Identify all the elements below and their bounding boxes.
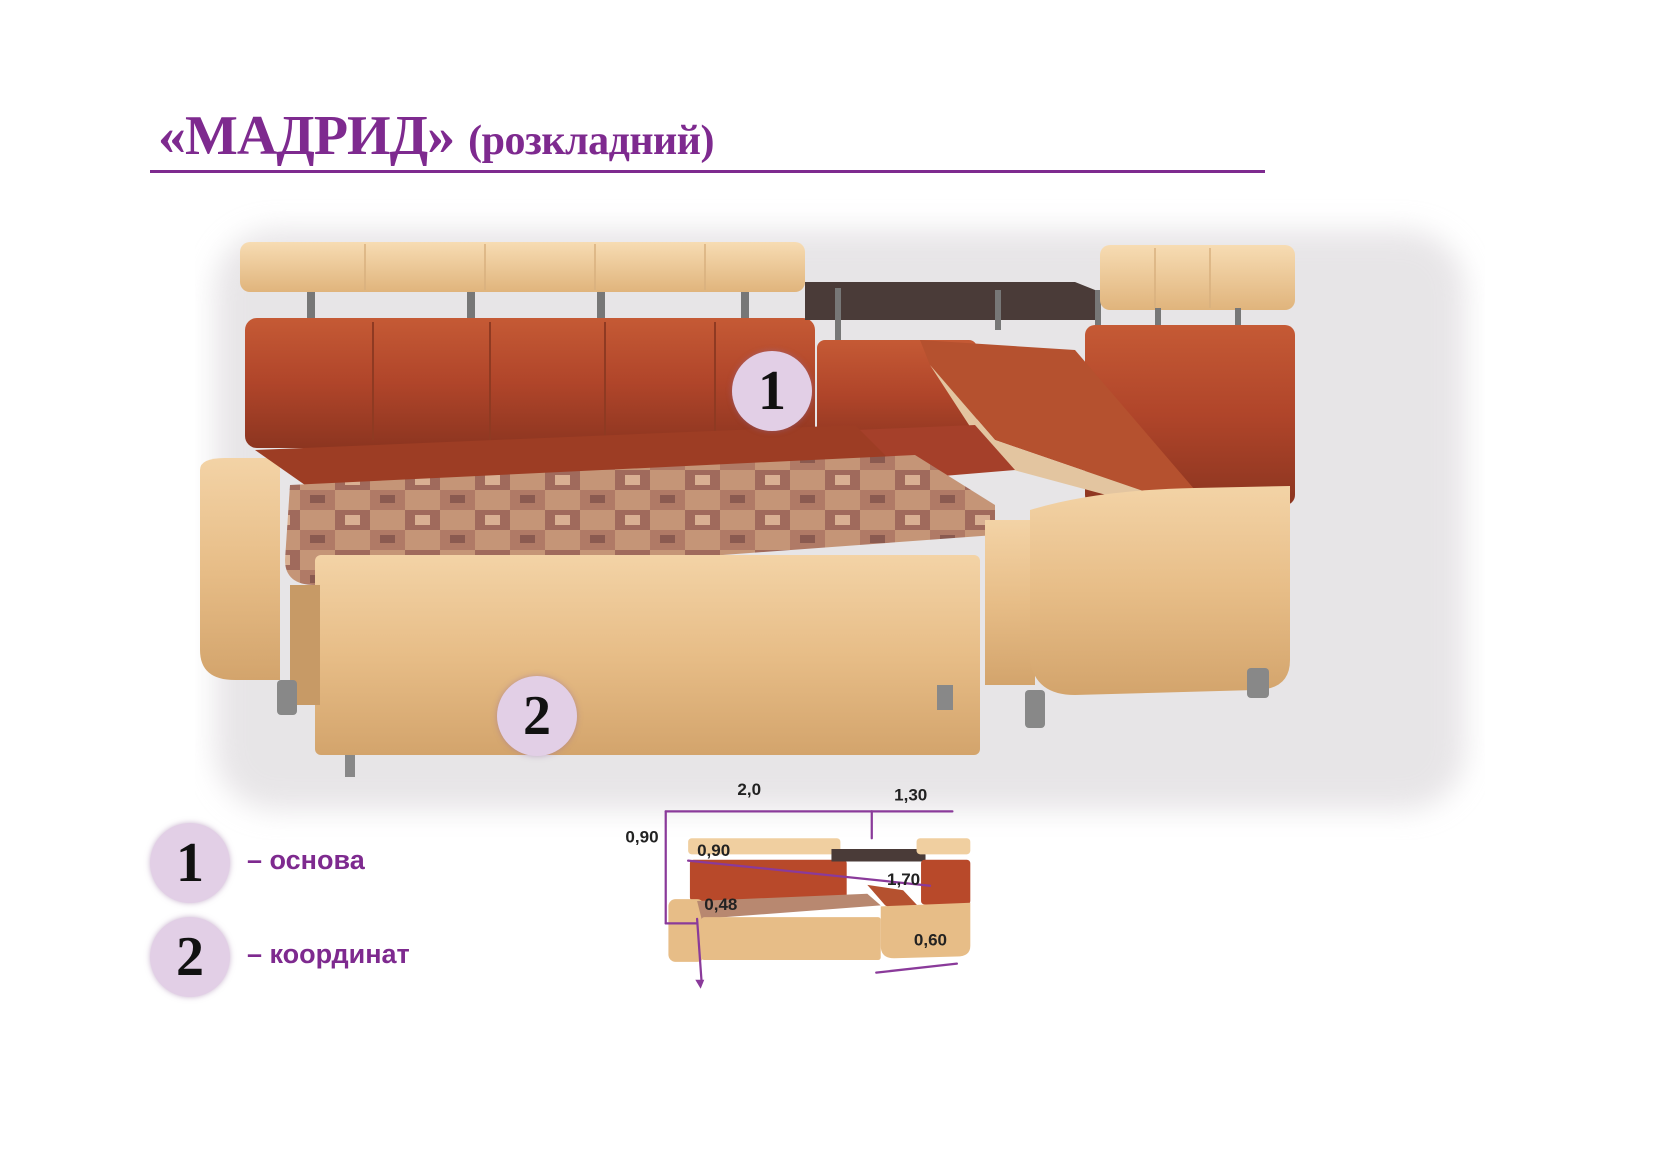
legend-label-2: – координат <box>247 939 410 969</box>
right-armrest <box>1030 486 1290 695</box>
headrest-short <box>1100 245 1295 310</box>
dim-label-seat-depth: 0,90 <box>697 841 731 861</box>
title-block <box>150 105 1265 178</box>
title-underline <box>150 170 1265 173</box>
dim-label-width-side: 1,30 <box>894 785 928 805</box>
callout-1-number: 1 <box>758 360 786 422</box>
model-name: «МАДРИД» <box>158 105 455 167</box>
dim-label-height: 0,90 <box>625 827 659 847</box>
model-subtitle: (розкладний) <box>468 118 714 164</box>
corner-shelf <box>805 282 1095 320</box>
legend-badge-1: 1 <box>150 823 230 903</box>
dim-label-sleeping-length: 1,70 <box>887 869 921 889</box>
left-armrest <box>200 458 280 680</box>
dimensions-diagram <box>620 780 1025 995</box>
callout-2-number: 2 <box>523 685 551 747</box>
dim-line-side-depth <box>876 964 957 973</box>
dim-label-width-main: 2,0 <box>737 780 762 800</box>
legend-label-1: – основа <box>247 845 365 875</box>
sofa-photo <box>195 190 1485 840</box>
dim-label-seat-height: 0,48 <box>704 894 738 914</box>
headrest-long <box>240 242 805 292</box>
callout-1 <box>732 351 812 431</box>
backrest-long <box>245 318 815 448</box>
pull-out-base <box>315 555 980 755</box>
legend-badge-2: 2 <box>150 917 230 997</box>
page-title <box>158 105 714 167</box>
callout-2 <box>497 676 577 756</box>
dim-label-side-depth: 0,60 <box>913 930 947 950</box>
